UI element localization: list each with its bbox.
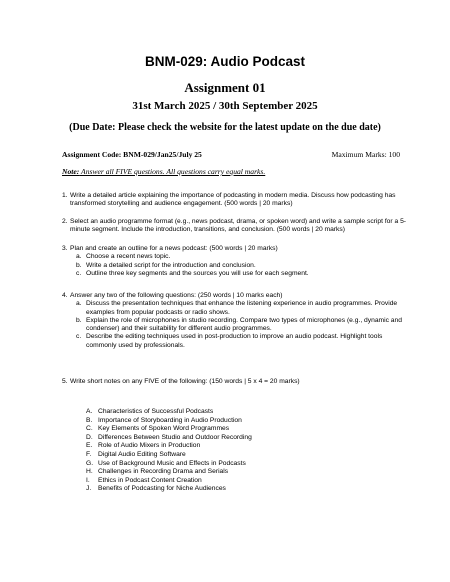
question-number: 1. <box>62 192 68 199</box>
item-text: Use of Background Music and Effects in Podcasts <box>98 459 246 467</box>
sub-letter: a. <box>76 300 82 308</box>
sub-text: Write a detailed script for the introduction and conclusion. <box>86 261 256 269</box>
question-4 <box>62 292 410 350</box>
due-date-note: (Due Date: Please check the website for the latest update on the due date) <box>69 122 381 133</box>
list-item <box>86 477 386 486</box>
sub-text: Choose a recent news topic. <box>86 253 171 261</box>
course-title: BNM-029: Audio Podcast <box>144 54 306 69</box>
item-letter: I. <box>86 476 90 484</box>
item-text: Characteristics of Successful Podcasts <box>98 408 214 415</box>
sub-text: Explain the role of microphones in studio recording. Compare two types of microphones (e.g., dynamic and condenser) and their suitability for different audio programmes. <box>86 316 402 333</box>
item-text: Digital Audio Editing Software <box>98 450 186 458</box>
item-letter: H. <box>86 468 93 476</box>
sub-text: Discuss the presentation techniques that enhance the listening experience in audio programmes. Provide examples from popular podcasts or radio shows. <box>86 300 398 316</box>
question-number: 5. <box>62 378 68 385</box>
item-text: Ethics in Podcast Content Creation <box>98 476 202 484</box>
item-text: Importance of Storyboarding in Audio Production <box>98 416 242 424</box>
short-notes-list <box>86 408 386 494</box>
question-text: Write a detailed article explaining the importance of podcasting in modern media. Discuss how podcasting has transformed storytelling and audience engagement. (500 words | 20 marks) <box>70 192 396 208</box>
sub-letter: a. <box>76 253 82 261</box>
sub-letter: c. <box>76 333 82 341</box>
question-text: Answer any two of the following questions: (250 words | 10 marks each) <box>70 292 283 299</box>
question-text: Write short notes on any FIVE of the following: (150 words | 5 x 4 = 20 marks) <box>70 378 300 385</box>
list-item <box>86 408 386 417</box>
sub-question <box>70 270 410 278</box>
instructions-note <box>62 167 265 176</box>
list-item <box>86 468 386 477</box>
sub-text: Outline three key segments and the sources you will use for each segment. <box>86 269 309 277</box>
sub-letter: c. <box>76 269 82 277</box>
assignment-heading: Assignment 01 <box>184 80 266 95</box>
list-item <box>86 442 386 451</box>
item-text: Benefits of Podcasting for Niche Audiences <box>98 485 226 493</box>
list-item <box>86 485 386 494</box>
item-letter: F. <box>86 450 92 458</box>
sub-letter: b. <box>76 316 82 324</box>
item-letter: D. <box>86 433 93 441</box>
item-letter: A. <box>86 408 93 415</box>
question-2 <box>62 218 410 235</box>
sub-text: Describe the editing techniques used in post-production to improve an audio podcast. Highlight tools commonly used by professionals. <box>86 333 383 349</box>
item-letter: C. <box>86 425 93 433</box>
assignment-code: Assignment Code: BNM-029/Jan25/July 25 <box>62 150 202 159</box>
question-number: 2. <box>62 218 68 225</box>
question-3 <box>62 245 410 278</box>
note-label: Note: <box>62 167 80 176</box>
question-number: 3. <box>62 245 68 252</box>
assignment-meta <box>62 150 400 159</box>
question-5 <box>62 378 410 386</box>
list-item <box>86 460 386 469</box>
question-number: 4. <box>62 292 68 299</box>
question-text: Select an audio programme format (e.g., news podcast, drama, or spoken word) and write a sample script for a 5-minute segment. Include the introduction, transitions, and conclusion. (500 words | 20 marks) <box>70 218 407 234</box>
sub-question <box>70 333 410 350</box>
item-letter: J. <box>86 485 92 493</box>
sub-letter: b. <box>76 261 82 269</box>
list-item <box>86 425 386 434</box>
sub-question <box>70 300 410 317</box>
item-text: Role of Audio Mixers in Production <box>98 442 201 450</box>
item-letter: B. <box>86 416 93 424</box>
question-1 <box>62 192 410 209</box>
item-text: Key Elements of Spoken Word Programmes <box>98 425 230 433</box>
sub-question <box>70 317 410 334</box>
list-item <box>86 451 386 460</box>
item-text: Differences Between Studio and Outdoor Recording <box>98 433 252 441</box>
sub-question <box>70 253 410 261</box>
list-item <box>86 434 386 443</box>
maximum-marks: Maximum Marks: 100 <box>331 150 400 159</box>
session-dates: 31st March 2025 / 30th September 2025 <box>132 100 318 112</box>
item-letter: G. <box>86 459 94 467</box>
list-item <box>86 417 386 426</box>
item-letter: E. <box>86 442 93 450</box>
note-text: Answer all FIVE questions. All questions carry equal marks. <box>79 167 266 176</box>
question-text: Plan and create an outline for a news podcast: (500 words | 20 marks) <box>70 245 278 252</box>
item-text: Challenges in Recording Drama and Serials <box>98 468 229 476</box>
sub-question <box>70 262 410 270</box>
